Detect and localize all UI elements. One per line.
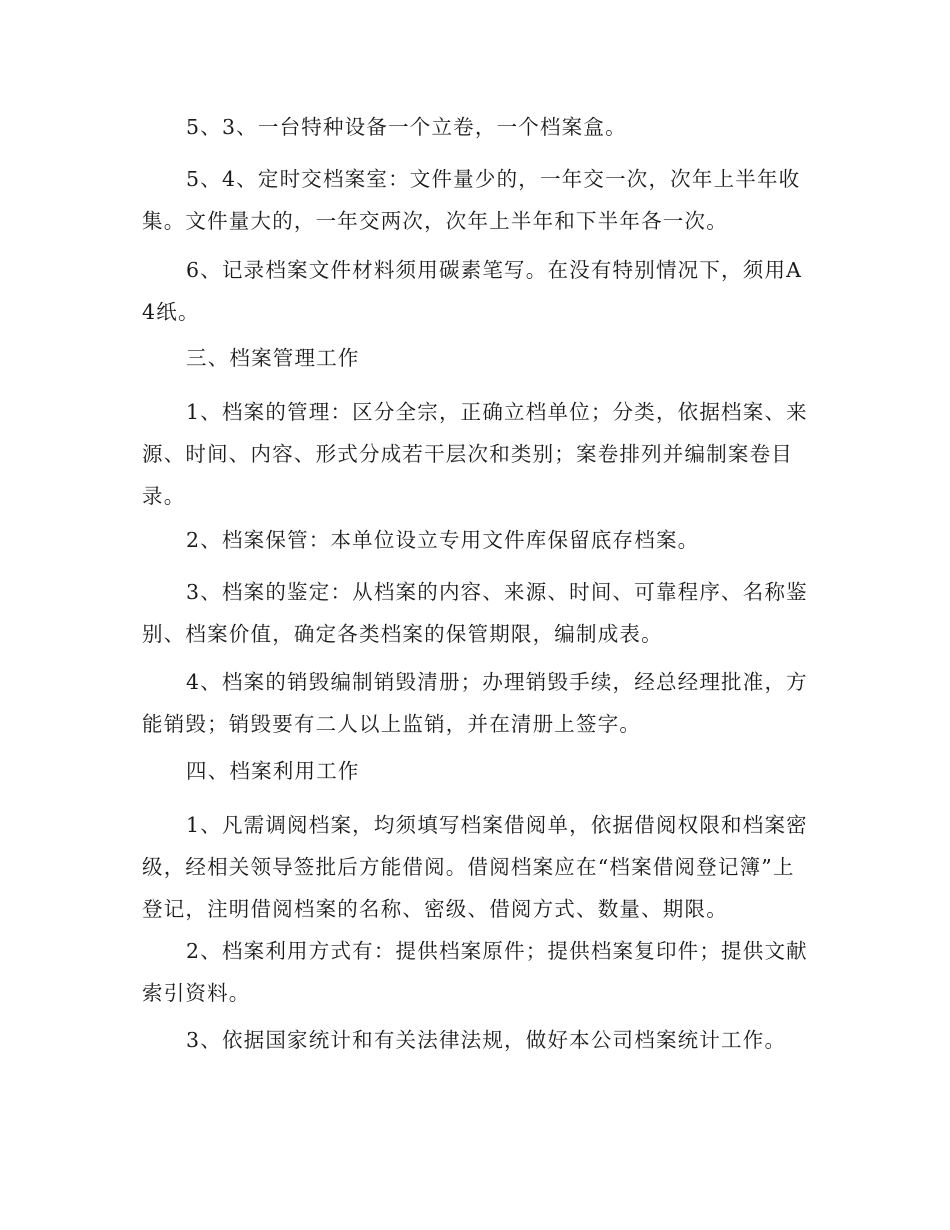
paragraph-4-2: 2、档案利用方式有：提供档案原件；提供档案复印件；提供文献索引资料。 xyxy=(142,939,808,1005)
paragraph-3-2: 2、档案保管：本单位设立专用文件库保留底存档案。 xyxy=(186,528,700,552)
paragraph-5-4: 5、4、定时交档案室：文件量少的，一年交一次，次年上半年收集。文件量大的，一年交两次，次年上半年和下半年各一次。 xyxy=(142,167,801,233)
paragraph-5-3: 5、3、一台特种设备一个立卷，一个档案盒。 xyxy=(186,115,627,139)
paragraph-4-3: 3、依据国家统计和有关法律法规，做好本公司档案统计工作。 xyxy=(186,1028,787,1052)
section-heading-4: 四、档案利用工作 xyxy=(186,759,360,783)
paragraph-3-4: 4、档案的销毁编制销毁清册；办理销毁手续，经总经理批准，方能销毁；销毁要有二人以上监销，并在清册上签字。 xyxy=(142,670,808,736)
paragraph-3-1: 1、档案的管理：区分全宗，正确立档单位；分类，依据档案、来源、时间、内容、形式分成若干层次和类别；案卷排列并编制案卷目录。 xyxy=(142,400,808,508)
paragraph-4-1: 1、凡需调阅档案，均须填写档案借阅单，依据借阅权限和档案密级，经相关领导签批后方能借阅。借阅档案应在“档案借阅登记簿”上登记，注明借阅档案的名称、密级、借阅方式、数量、期限。 xyxy=(142,813,808,921)
paragraph-6: 6、记录档案文件材料须用碳素笔写。在没有特别情况下，须用A4纸。 xyxy=(142,258,803,324)
paragraph-3-3: 3、档案的鉴定：从档案的内容、来源、时间、可靠程序、名称鉴别、档案价值，确定各类档案的保管期限，编制成表。 xyxy=(142,580,808,646)
section-heading-3: 三、档案管理工作 xyxy=(186,346,360,370)
